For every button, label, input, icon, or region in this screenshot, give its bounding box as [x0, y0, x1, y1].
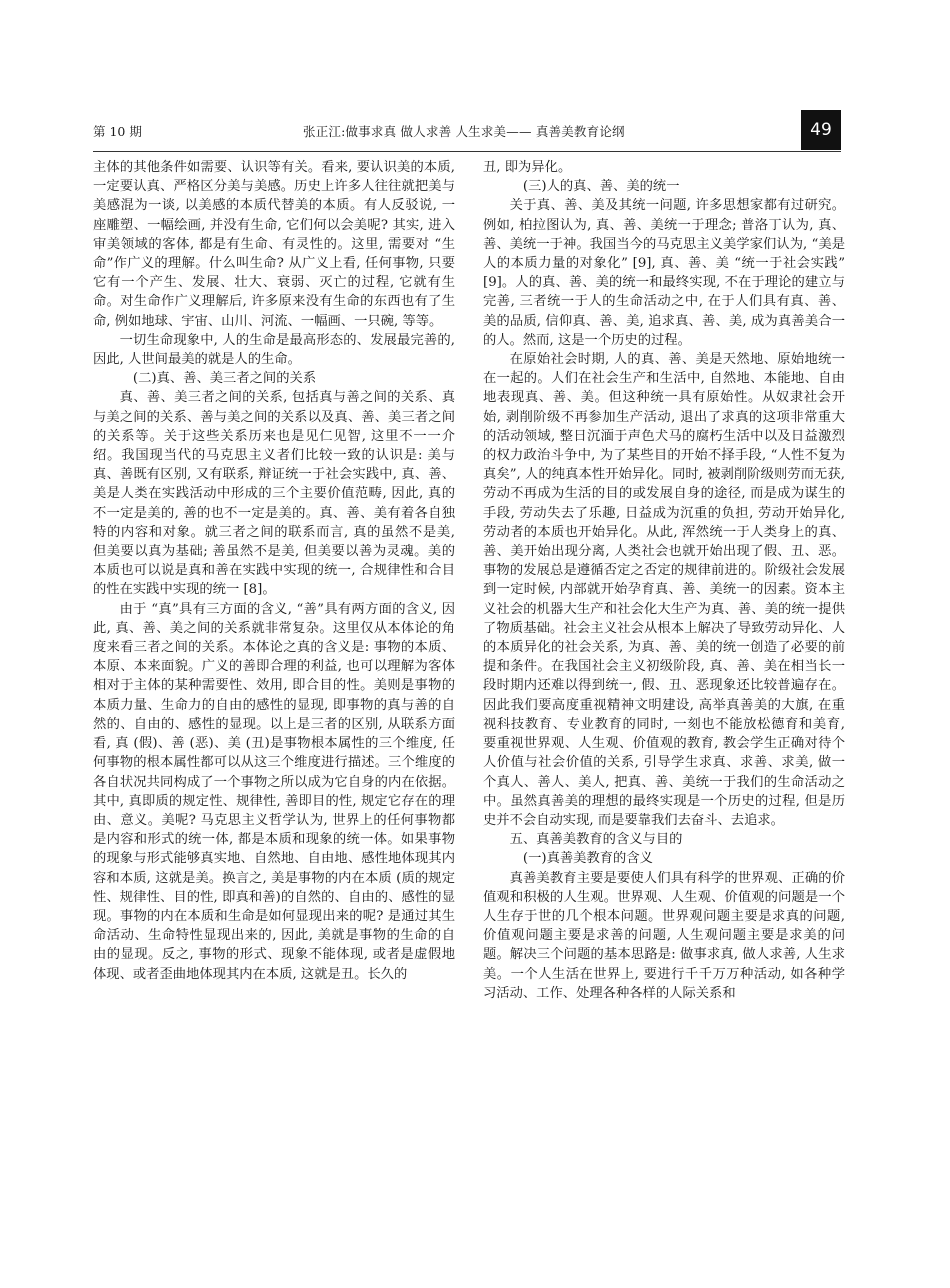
subsection-heading: (三)人的真、善、美的统一 — [522, 179, 680, 195]
header-rule — [93, 151, 841, 152]
subsection-heading: (二)真、善、美三者之间的关系 — [132, 371, 317, 387]
paragraph: 丑, 即为异化。 — [483, 160, 572, 175]
paragraph: 关于真、善、美及其统一问题, 许多思想家都有过研究。例如, 柏拉图认为, 真、善、美统一于理念; 普洛丁认为, 真、善、美统一于神。我国当今的马克思主义美学家们认为, “美是人的本质力量的对象化” [9], 真、善、美 “统一于社会实践” [9]。人的真、善、美的统一和最终实现, 不在于理论的建立与完善, 三者统一于人的生命活动之中, 在于人们具有真、善、美的品质, 信仰真、善、美, 追求真、善、美, 成为真善美合一的人。然而, 这是一个历史的过程。 — [483, 198, 845, 348]
page-header — [93, 110, 841, 150]
left-column — [93, 158, 455, 984]
paragraph: 一切生命现象中, 人的生命是最高形态的、发展最完善的, 因此, 人世间最美的就是人的生命。 — [93, 332, 455, 368]
paragraph: 由于 “真”具有三方面的含义, “善”具有两方面的含义, 因此, 真、善、美之间的关系就非常复杂。这里仅从本体论的角度来看三者之间的关系。本体论之真的含义是: 事物的本质、本原、本来面貌。广义的善即合理的利益, 也可以理解为客体相对于主体的某种需要性、效用, 即合目的性。美则是事物的本质力量、生命力的自由的感性的显现, 即事物的真与善的自然的、自由的、感性的显现。以上是三者的区别, 从联系方面看, 真 (假)、善 (恶)、美 (丑)是事物根本属性的三个维度, 任何事物的根本属性都可以从这三个维度进行描述。三个维度的各自状况共同构成了一个事物之所以成为它自身的内在依据。其中, 真即质的规定性、规律性, 善即目的性, 规定它存在的理由、意义。美呢? 马克思主义哲学认为, 世界上的任何事物都是内容和形式的统一体, 都是本质和现象的统一体。如果事物的现象与形式能够真实地、自然地、自由地、感性地体现其内容和本质, 这就是美。换言之, 美是事物的内在本质 (质的规定性、规律性、目的性, 即真和善)的自然的、自由的、感性的显现。事物的内在本质和生命是如何显现出来的呢? 是通过其生命活动、生命特性显现出来的, 因此, 美就是事物的生命的自由的显现。反之, 事物的形式、现象不能体现, 或者是虚假地体现、或者歪曲地体现其内在本质, 这就是丑。长久的 — [93, 601, 455, 982]
paragraph: 在原始社会时期, 人的真、善、美是天然地、原始地统一在一起的。人们在社会生产和生活中, 自然地、本能地、自由地表现真、善、美。但这种统一具有原始性。从奴隶社会开始, 剥削阶级不再参加生产活动, 退出了求真的这项非常重大的活动领域, 整日沉湎于声色犬马的腐朽生活中以及日益激烈的权力政治斗争中, 为了某些目的开始不择手段, “人性不复为真矣”, 人的纯真本性开始异化。同时, 被剥削阶级则劳而无获, 劳动不再成为生活的目的或发展自身的途径, 而是成为谋生的手段, 劳动失去了乐趣, 日益成为沉重的负担, 劳动开始异化, 劳动者的本质也开始异化。从此, 浑然统一于人类身上的真、善、美开始出现分离, 人类社会也就开始出现了假、丑、恶。事物的发展总是遵循否定之否定的规律前进的。阶级社会发展到一定时候, 内部就开始孕育真、善、美统一的因素。资本主义社会的机器大生产和社会化大生产为真、善、美的统一提供了物质基础。社会主义社会从根本上解决了导致劳动异化、人的本质异化的社会关系, 为真、善、美的统一创造了必要的前提和条件。在我国社会主义初级阶段, 真、善、美在相当长一段时期内还难以得到统一, 假、丑、恶现象还比较普遍存在。因此我们要高度重视精神文明建设, 高举真善美的大旗, 在重视科技教育、专业教育的同时, 一刻也不能放松德育和美育, 要重视世界观、人生观、价值观的教育, 教会学生正确对待个人价值与社会价值的关系, 引导学生求真、求善、求美, 做一个真人、善人、美人, 把真、善、美统一于我们的生命活动之中。虽然真善美的理想的最终实现是一个历史的过程, 但是历史并不会自动实现, 而是要靠我们去奋斗、去追求。 — [483, 352, 845, 828]
right-column — [483, 158, 845, 1003]
paragraph: 真善美教育主要是要使人们具有科学的世界观、正确的价值观和积极的人生观。世界观、人生观、价值观的问题是一个人生存于世的几个根本问题。世界观问题主要是求真的问题, 价值观问题主要是求善的问题, 人生观问题主要是求美的问题。解决三个问题的基本思路是: 做事求真, 做人求善, 人生求美。一个人生活在世界上, 要进行千千万万种活动, 如各种学习活动、工作、处理各种各样的人际关系和 — [483, 870, 845, 1001]
paragraph: 主体的其他条件如需要、认识等有关。看来, 要认识美的本质, 一定要认真、严格区分美与美感。历史上许多人往往就把美与美感混为一谈, 以美感的本质代替美的本质。有人反驳说, 一座雕塑、一幅绘画, 并没有生命, 它们何以会美呢? 其实, 进入审美领域的客体, 都是有生命、有灵性的。这里, 需要对 “生命”作广义的理解。什么叫生命? 从广义上看, 任何事物, 只要它有一个产生、发展、壮大、衰弱、灭亡的过程, 它就有生命。对生命作广义理解后, 许多原来没有生命的东西也有了生命, 例如地球、宇宙、山川、河流、一幅画、一只碗, 等等。 — [93, 160, 455, 329]
subsection-heading: (一)真善美教育的含义 — [522, 851, 653, 867]
issue-label: 第 10 期 — [93, 124, 142, 139]
running-title: 张正江:做事求真 做人求善 人生求美—— 真善美教育论纲 — [303, 124, 625, 139]
section-heading: 五、真善美教育的含义与目的 — [509, 832, 683, 848]
paragraph: 真、善、美三者之间的关系, 包括真与善之间的关系、真与美之间的关系、善与美之间的关系以及真、善、美三者之间的关系等。关于这些关系历来也是见仁见智, 这里不一一介绍。我国现当代的马克思主义者们比较一致的认识是: 美与真、善既有区别, 又有联系, 辩证统一于社会实践中, 真、善、美是人类在实践活动中形成的三个主要价值范畴, 因此, 真的不一定是美的, 善的也不一定是美的。真、善、美有着各自独特的内容和对象。就三者之间的联系而言, 真的虽然不是美, 但美要以真为基础; 善虽然不是美, 但美要以善为灵魂。美的本质也可以说是真和善在实践中实现的统一, 合规律性和合目的性在实践中实现的统一 [8]。 — [93, 390, 455, 598]
page-number: 49 — [801, 110, 841, 150]
